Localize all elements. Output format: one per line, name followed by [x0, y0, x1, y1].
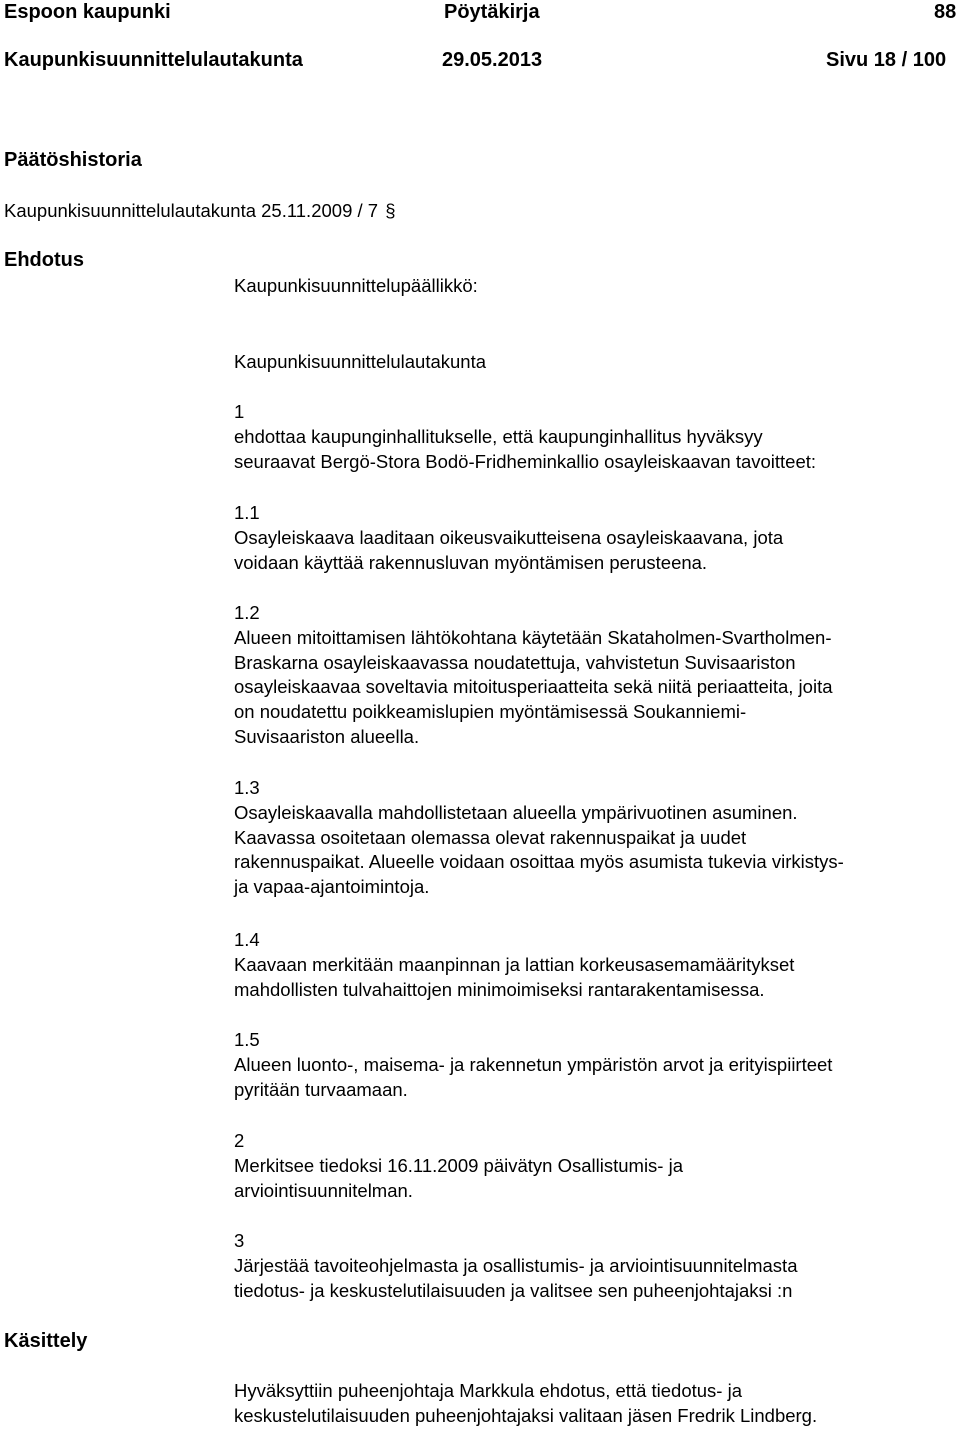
handling-line: keskustelutilaisuuden puheenjohtajaksi valitaan jäsen Fredrik Lindberg.	[234, 1404, 818, 1426]
proposal-presenter: Kaupunkisuunnittelupäällikkö:	[234, 275, 478, 296]
item-line: osayleiskaavaa soveltavia mitoitusperiaatteita sekä niitä periaatteita, joita	[234, 676, 833, 698]
item-line: Alueen luonto-, maisema- ja rakennetun ympäristön arvot ja erityispiirteet	[234, 1053, 833, 1075]
item-number: 1.3	[234, 777, 260, 798]
item-number: 1.4	[234, 929, 260, 950]
item-line: seuraavat Bergö-Stora Bodö-Fridheminkallio osayleiskaavan tavoitteet:	[234, 450, 817, 472]
item-line: on noudatettu poikkeamislupien myöntämisessä Soukanniemi-	[234, 701, 747, 723]
item-line: Järjestää tavoiteohjelmasta ja osallistumis- ja arviointisuunnitelmasta	[234, 1254, 798, 1276]
committee-name: Kaupunkisuunnittelulautakunta	[4, 49, 303, 71]
list-item	[234, 601, 954, 750]
list-item	[234, 501, 954, 575]
item-line: Osayleiskaavalla mahdollistetaan alueella ympärivuotinen asuminen.	[234, 801, 798, 823]
item-line: Osayleiskaava laaditaan oikeusvaikutteisena osayleiskaavana, jota	[234, 526, 784, 548]
list-item	[234, 928, 954, 1002]
list-item	[234, 1229, 954, 1303]
item-line: voidaan käyttää rakennusluvan myöntämisen perusteena.	[234, 551, 708, 573]
item-line: pyritään turvaamaan.	[234, 1078, 408, 1100]
item-number: 1.2	[234, 602, 260, 623]
organization-name: Espoon kaupunki	[4, 1, 171, 23]
item-line: mahdollisten tulvahaittojen minimoimiseksi rantarakentamisessa.	[234, 978, 765, 1000]
item-line: Merkitsee tiedoksi 16.11.2009 päivätyn Osallistumis- ja	[234, 1154, 684, 1176]
history-meeting	[4, 199, 396, 224]
page-number: Sivu 18 / 100	[826, 49, 947, 71]
list-item	[234, 776, 954, 900]
item-number: 1.5	[234, 1029, 260, 1050]
handling-label: Käsittely	[4, 1330, 88, 1352]
item-number: 2	[234, 1130, 245, 1151]
history-meeting-text: Kaupunkisuunnittelulautakunta 25.11.2009 / 7	[4, 200, 379, 221]
item-line: tiedotus- ja keskustelutilaisuuden ja valitsee sen puheenjohtajaksi :n	[234, 1279, 793, 1301]
meeting-date: 29.05.2013	[442, 49, 543, 71]
list-item	[234, 1028, 954, 1102]
item-line: Alueen mitoittamisen lähtökohtana käytetään Skataholmen-Svartholmen-	[234, 626, 832, 648]
item-number: 3	[234, 1230, 245, 1251]
section-symbol: §	[385, 200, 396, 221]
item-line: Suvisaariston alueella.	[234, 725, 420, 747]
item-line: Braskarna osayleiskaavassa noudatettuja, vahvistetun Suvisaariston	[234, 651, 796, 673]
proposal-label: Ehdotus	[4, 249, 84, 271]
item-line: arviointisuunnitelman.	[234, 1179, 413, 1201]
list-item	[234, 400, 954, 474]
section-number: 88	[934, 1, 957, 23]
list-item	[234, 1129, 954, 1203]
history-title: Päätöshistoria	[4, 149, 142, 171]
handling-line: Hyväksyttiin puheenjohtaja Markkula ehdotus, että tiedotus- ja	[234, 1380, 743, 1401]
item-line: rakennuspaikat. Alueelle voidaan osoittaa myös asumista tukevia virkistys-	[234, 851, 844, 873]
item-number: 1.1	[234, 502, 260, 523]
document-type: Pöytäkirja	[444, 1, 540, 23]
item-line: ehdottaa kaupunginhallitukselle, että kaupunginhallitus hyväksyy	[234, 425, 763, 447]
item-line: ja vapaa-ajantoimintoja.	[234, 876, 430, 898]
handling-text	[234, 1379, 954, 1429]
item-line: Kaavassa osoitetaan olemassa olevat rakennuspaikat ja uudet	[234, 826, 747, 848]
item-line: Kaavaan merkitään maanpinnan ja lattian korkeusasemamääritykset	[234, 953, 795, 975]
item-number: 1	[234, 401, 245, 422]
proposal-body: Kaupunkisuunnittelulautakunta	[234, 351, 486, 372]
